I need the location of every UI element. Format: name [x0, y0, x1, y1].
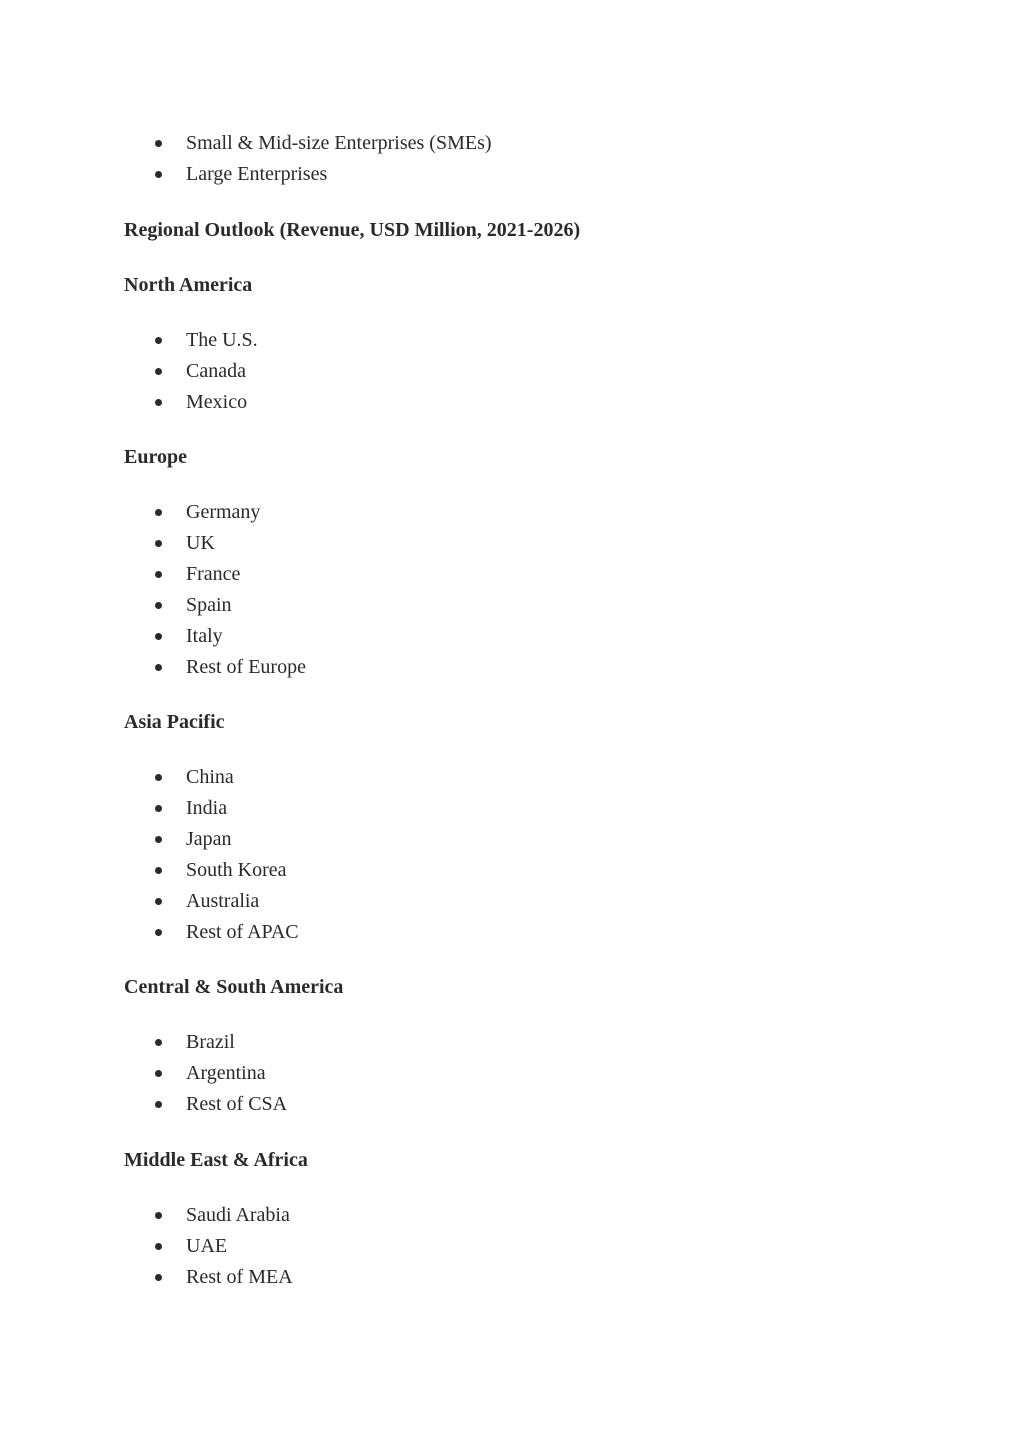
- asia-pacific-country-list: [124, 762, 299, 948]
- list-item-label: Rest of APAC: [186, 921, 299, 943]
- list-item-label: Rest of MEA: [186, 1266, 293, 1288]
- bullet-icon: [155, 805, 162, 812]
- bullet-icon: [155, 929, 162, 936]
- list-item: [124, 559, 306, 590]
- list-item: [124, 824, 299, 855]
- region-heading-north-america: North America: [124, 274, 253, 296]
- bullet-icon: [155, 1070, 162, 1077]
- list-item-label: Canada: [186, 360, 246, 382]
- list-item: [124, 762, 299, 793]
- list-item-label: Small & Mid-size Enterprises (SMEs): [186, 132, 492, 154]
- enterprise-size-list: [124, 128, 492, 190]
- list-item-label: Argentina: [186, 1062, 266, 1084]
- bullet-icon: [155, 1274, 162, 1281]
- list-item-label: Rest of Europe: [186, 656, 306, 678]
- north-america-country-list: [124, 325, 258, 418]
- list-item-label: Germany: [186, 501, 261, 523]
- list-item: [124, 325, 258, 356]
- bullet-icon: [155, 867, 162, 874]
- list-item-label: Rest of CSA: [186, 1093, 288, 1115]
- list-item: [124, 128, 492, 159]
- list-item-label: Brazil: [186, 1031, 235, 1053]
- bullet-icon: [155, 1039, 162, 1046]
- region-heading-europe: Europe: [124, 446, 187, 468]
- bullet-icon: [155, 368, 162, 375]
- bullet-icon: [155, 571, 162, 578]
- bullet-icon: [155, 399, 162, 406]
- bullet-icon: [155, 1212, 162, 1219]
- region-heading-central-south-america: Central & South America: [124, 976, 344, 998]
- list-item: [124, 917, 299, 948]
- bullet-icon: [155, 898, 162, 905]
- europe-country-list: [124, 497, 306, 683]
- list-item: [124, 497, 306, 528]
- bullet-icon: [155, 540, 162, 547]
- list-item-label: Australia: [186, 890, 260, 912]
- list-item: [124, 356, 258, 387]
- list-item-label: Italy: [186, 625, 223, 647]
- regional-outlook-heading: Regional Outlook (Revenue, USD Million, 2021-2026): [124, 219, 581, 241]
- bullet-icon: [155, 836, 162, 843]
- bullet-icon: [155, 337, 162, 344]
- list-item-label: India: [186, 797, 228, 819]
- region-heading-asia-pacific: Asia Pacific: [124, 711, 225, 733]
- list-item: [124, 621, 306, 652]
- central-south-america-country-list: [124, 1027, 287, 1120]
- list-item-label: Japan: [186, 828, 232, 850]
- list-item: [124, 1058, 287, 1089]
- list-item: [124, 1027, 287, 1058]
- list-item-label: China: [186, 766, 234, 788]
- list-item: [124, 1262, 293, 1293]
- list-item: [124, 1089, 287, 1120]
- list-item: [124, 652, 306, 683]
- bullet-icon: [155, 664, 162, 671]
- list-item: [124, 590, 306, 621]
- bullet-icon: [155, 140, 162, 147]
- list-item: [124, 1231, 293, 1262]
- bullet-icon: [155, 602, 162, 609]
- list-item: [124, 159, 492, 190]
- list-item: [124, 528, 306, 559]
- bullet-icon: [155, 1243, 162, 1250]
- region-heading-middle-east-africa: Middle East & Africa: [124, 1149, 308, 1171]
- list-item: [124, 886, 299, 917]
- bullet-icon: [155, 774, 162, 781]
- list-item-label: Saudi Arabia: [186, 1204, 290, 1226]
- list-item-label: South Korea: [186, 859, 287, 881]
- bullet-icon: [155, 633, 162, 640]
- list-item: [124, 1200, 293, 1231]
- list-item-label: Spain: [186, 594, 232, 616]
- bullet-icon: [155, 171, 162, 178]
- list-item: [124, 793, 299, 824]
- bullet-icon: [155, 1101, 162, 1108]
- list-item-label: France: [186, 563, 241, 585]
- list-item-label: UAE: [186, 1235, 228, 1257]
- list-item-label: Large Enterprises: [186, 163, 328, 185]
- middle-east-africa-country-list: [124, 1200, 293, 1293]
- list-item-label: The U.S.: [186, 329, 258, 351]
- list-item-label: Mexico: [186, 391, 248, 413]
- list-item: [124, 387, 258, 418]
- bullet-icon: [155, 509, 162, 516]
- list-item: [124, 855, 299, 886]
- list-item-label: UK: [186, 532, 215, 554]
